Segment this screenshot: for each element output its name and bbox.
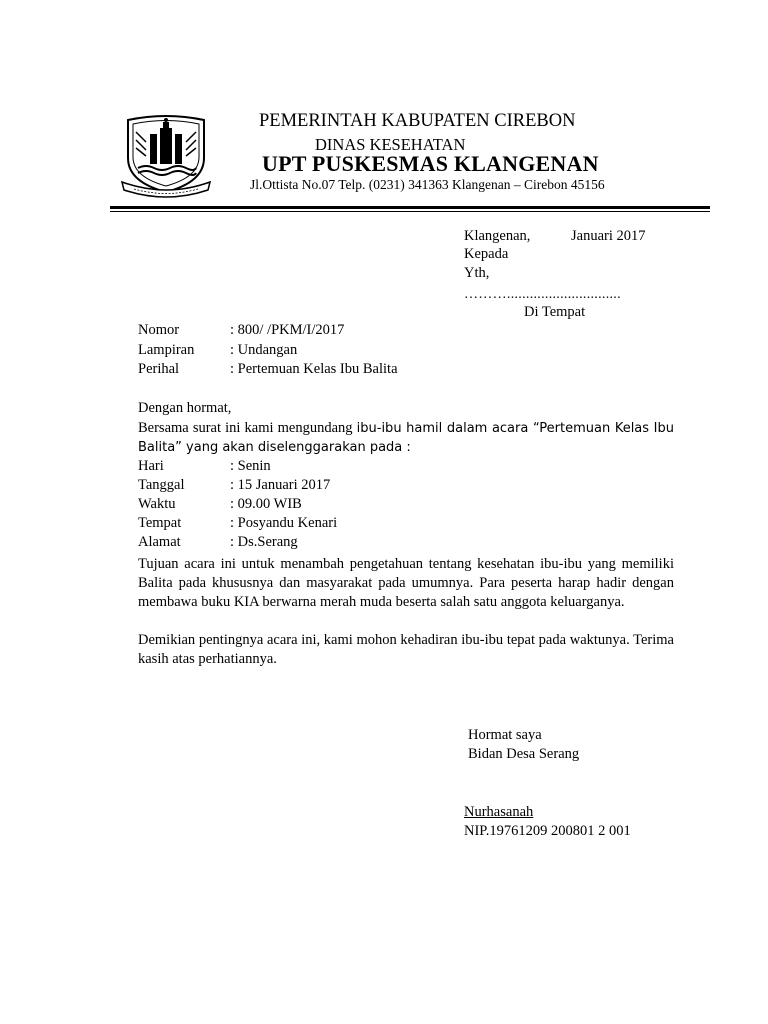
intro-paragraph	[138, 419, 674, 457]
event-value-waktu: : 09.00 WIB	[230, 496, 302, 512]
greeting: Dengan hormat,	[138, 400, 232, 416]
signature-nip: NIP.19761209 200801 2 001	[464, 823, 631, 839]
letterhead-address: Jl.Ottista No.07 Telp. (0231) 341363 Klangenan – Cirebon 45156	[250, 177, 605, 192]
field-label-lampiran: Lampiran	[138, 342, 195, 358]
recipient-kepada: Kepada	[464, 246, 509, 262]
field-value-perihal: : Pertemuan Kelas Ibu Balita	[230, 361, 398, 377]
field-label-nomor: Nomor	[138, 322, 180, 338]
event-label-waktu: Waktu	[138, 496, 176, 512]
intro-text-a: Bersama surat ini kami mengundang	[138, 420, 357, 436]
field-value-lampiran: : Undangan	[230, 342, 298, 358]
recipient-name-blank: ………..............................	[464, 287, 621, 302]
event-value-hari: : Senin	[230, 458, 271, 474]
field-value-nomor: : 800/ /PKM/I/2017	[230, 322, 345, 338]
letterhead-government: PEMERINTAH KABUPATEN CIREBON	[259, 111, 576, 131]
regency-emblem-icon	[120, 112, 212, 198]
recipient-yth: Yth,	[464, 265, 490, 281]
event-value-tempat: : Posyandu Kenari	[230, 515, 338, 531]
event-label-hari: Hari	[138, 458, 164, 474]
letter-date: Januari 2017	[571, 228, 646, 244]
event-value-tanggal: : 15 Januari 2017	[230, 477, 331, 493]
letter-place: Klangenan,	[464, 228, 531, 244]
letterhead-divider-thin	[110, 211, 710, 212]
letterhead-department: DINAS KESEHATAN	[315, 135, 466, 154]
letterhead-divider-thick	[110, 206, 710, 209]
signature-name: Nurhasanah	[464, 804, 534, 820]
recipient-location: Di Tempat	[524, 304, 586, 320]
event-value-alamat: : Ds.Serang	[230, 534, 298, 550]
closing-paragraph: Demikian pentingnya acara ini, kami mohon kehadiran ibu-ibu tepat pada waktunya. Terima kasih atas perhatiannya.	[138, 632, 674, 667]
letterhead-institution: UPT PUSKESMAS KLANGENAN	[262, 151, 599, 176]
signature-salutation: Hormat saya	[468, 727, 542, 743]
signature-position: Bidan Desa Serang	[468, 746, 580, 762]
intro-text-b: ibu-ibu hamil dalam acara “Pertemuan Kelas Ibu Balita” yang akan diselenggarakan pada :	[138, 421, 674, 455]
event-label-tempat: Tempat	[138, 515, 182, 531]
purpose-paragraph: Tujuan acara ini untuk menambah pengetahuan tentang kesehatan ibu-ibu yang memiliki Balita pada khususnya dan masyarakat pada umumnya. Para peserta harap hadir dengan membawa buku KIA berwarna merah muda beserta salah satu anggota keluarganya.	[138, 556, 674, 610]
field-label-perihal: Perihal	[138, 361, 180, 377]
event-label-tanggal: Tanggal	[138, 477, 185, 493]
event-label-alamat: Alamat	[138, 534, 181, 550]
